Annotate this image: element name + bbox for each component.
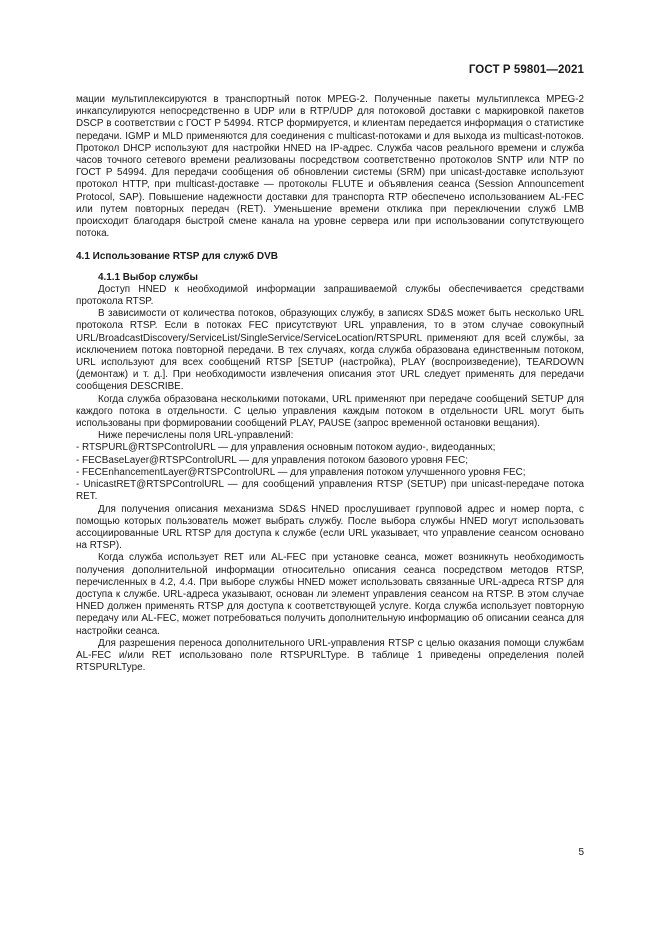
paragraph: Когда служба использует RET или AL-FEC при установке сеанса, может возникнуть необходимость получения дополнительной информации относительно описания сеанса посредством методов RTSP, перечисленных в 4.2, 4.4. При выборе службы HNED может использовать связанные URL-адреса RTSP для доступа к службе. URL-адреса указывают, основан ли элемент управления сеансом на RTSP. В этом случае HNED должен применять RTSP для доступа к соответствующей услуге. Когда служба использует повторную передачу или AL-FEC, может потребоваться получить дополнительную информацию об описании сеанса для настройки сеанса. xyxy=(76,552,584,637)
url-fields-list xyxy=(76,442,584,503)
intro-paragraph: мации мультиплексируются в транспортный поток MPEG-2. Полученные пакеты мультиплекса MPEG-2 инкапсулируются непосредственно в UDP или в RTP/UDP для потоковой доставки с маркировкой пакетов DSCP в соответствии с ГОСТ Р 54994. RTCP формируется, и клиентам передается информация о статистике передачи. IGMP и MLD применяются для соединения с multicast-потоками и для выхода из multicast-потоков. Протокол DHCP используют для настройки HNED на IP-адрес. Служба часов реального времени и служба часов точного сетевого времени реализованы посредством соответственно протоколов SNTP или NTP по ГОСТ Р 54994. Для передачи сообщения об обновлении системы (SRM) при unicast-доставке используют протокол HTTP, при multicast-доставке — протоколы FLUTE и объявления сеанса (Session Announcement Protocol, SAP). Повышение надежности доставки для транспорта RTP обеспечено использованием AL-FEC или путем повторных передач (RET). Уменьшение времени отклика при переключении служб LMB происходит благодаря быстрой смене канала на уровне сервера или при использовании сопутствующего потока. xyxy=(76,94,584,240)
list-item: - FECEnhancementLayer@RTSPControlURL — для управления потоком улучшенного уровня FEC; xyxy=(76,466,526,478)
document-body xyxy=(76,94,584,674)
subsection-heading: 4.1.1 Выбор службы xyxy=(98,271,198,283)
page-number: 5 xyxy=(578,847,584,858)
paragraph: Для разрешения переноса дополнительного URL-управления RTSP с целью оказания помощи службам AL-FEC и/или RET использовано поле RTSPURLType. В таблице 1 приведены определения полей RTSPURLType. xyxy=(76,637,584,674)
document-header: ГОСТ Р 59801—2021 xyxy=(468,64,584,76)
paragraph: Доступ HNED к необходимой информации запрашиваемой службы обеспечивается средствами протокола RTSP. xyxy=(76,283,584,308)
list-item: - RTSPURL@RTSPControlURL — для управления основным потоком аудио-, видеоданных; xyxy=(76,442,496,454)
list-item: - FECBaseLayer@RTSPControlURL — для управления потоком базового уровня FEC; xyxy=(76,454,469,466)
paragraph: Когда служба образована несколькими потоками, URL применяют при передаче сообщений SETUP для каждого потока в отдельности. С целью управления каждым потоком в отдельности URL могут быть использованы при формировании сообщений PLAY, PAUSE (запрос временной остановки вещания). xyxy=(76,393,584,430)
paragraph: Для получения описания механизма SD&S HNED прослушивает групповой адрес и номер порта, с помощью которых пользователь может выбрать службу. После выбора службы HNED могут использовать ассоциированные URL RTSP для доступа к службе (если URL указывает, что управление сеансом основано на RTSP). xyxy=(76,503,584,552)
paragraph: В зависимости от количества потоков, образующих службу, в записях SD&S может быть несколько URL протокола RTSP. Если в потоках FEC присутствуют URL управления, то в этом случае совокупный URL/BroadcastDiscovery/ServiceList/SingleService/ServiceLocation/RTSPURL применяют для всей службы, за исключением потока повторной передачи. В тех случаях, когда служба образована единственным потоком, URL используют для всех сообщений RTSP [SETUP (настройка), PLAY (воспроизведение), TEARDOWN (демонтаж) и т. д.]. При необходимости извлечения описания этот URL следует применять для передачи сообщения DESCRIBE. xyxy=(76,308,584,393)
list-item: - UnicastRET@RTSPControlURL — для сообщений управления RTSP (SETUP) при unicast-передаче потока RET. xyxy=(76,479,584,503)
section-heading: 4.1 Использование RTSP для служб DVB xyxy=(76,251,278,263)
paragraph: Ниже перечислены поля URL-управлений: xyxy=(98,430,294,442)
